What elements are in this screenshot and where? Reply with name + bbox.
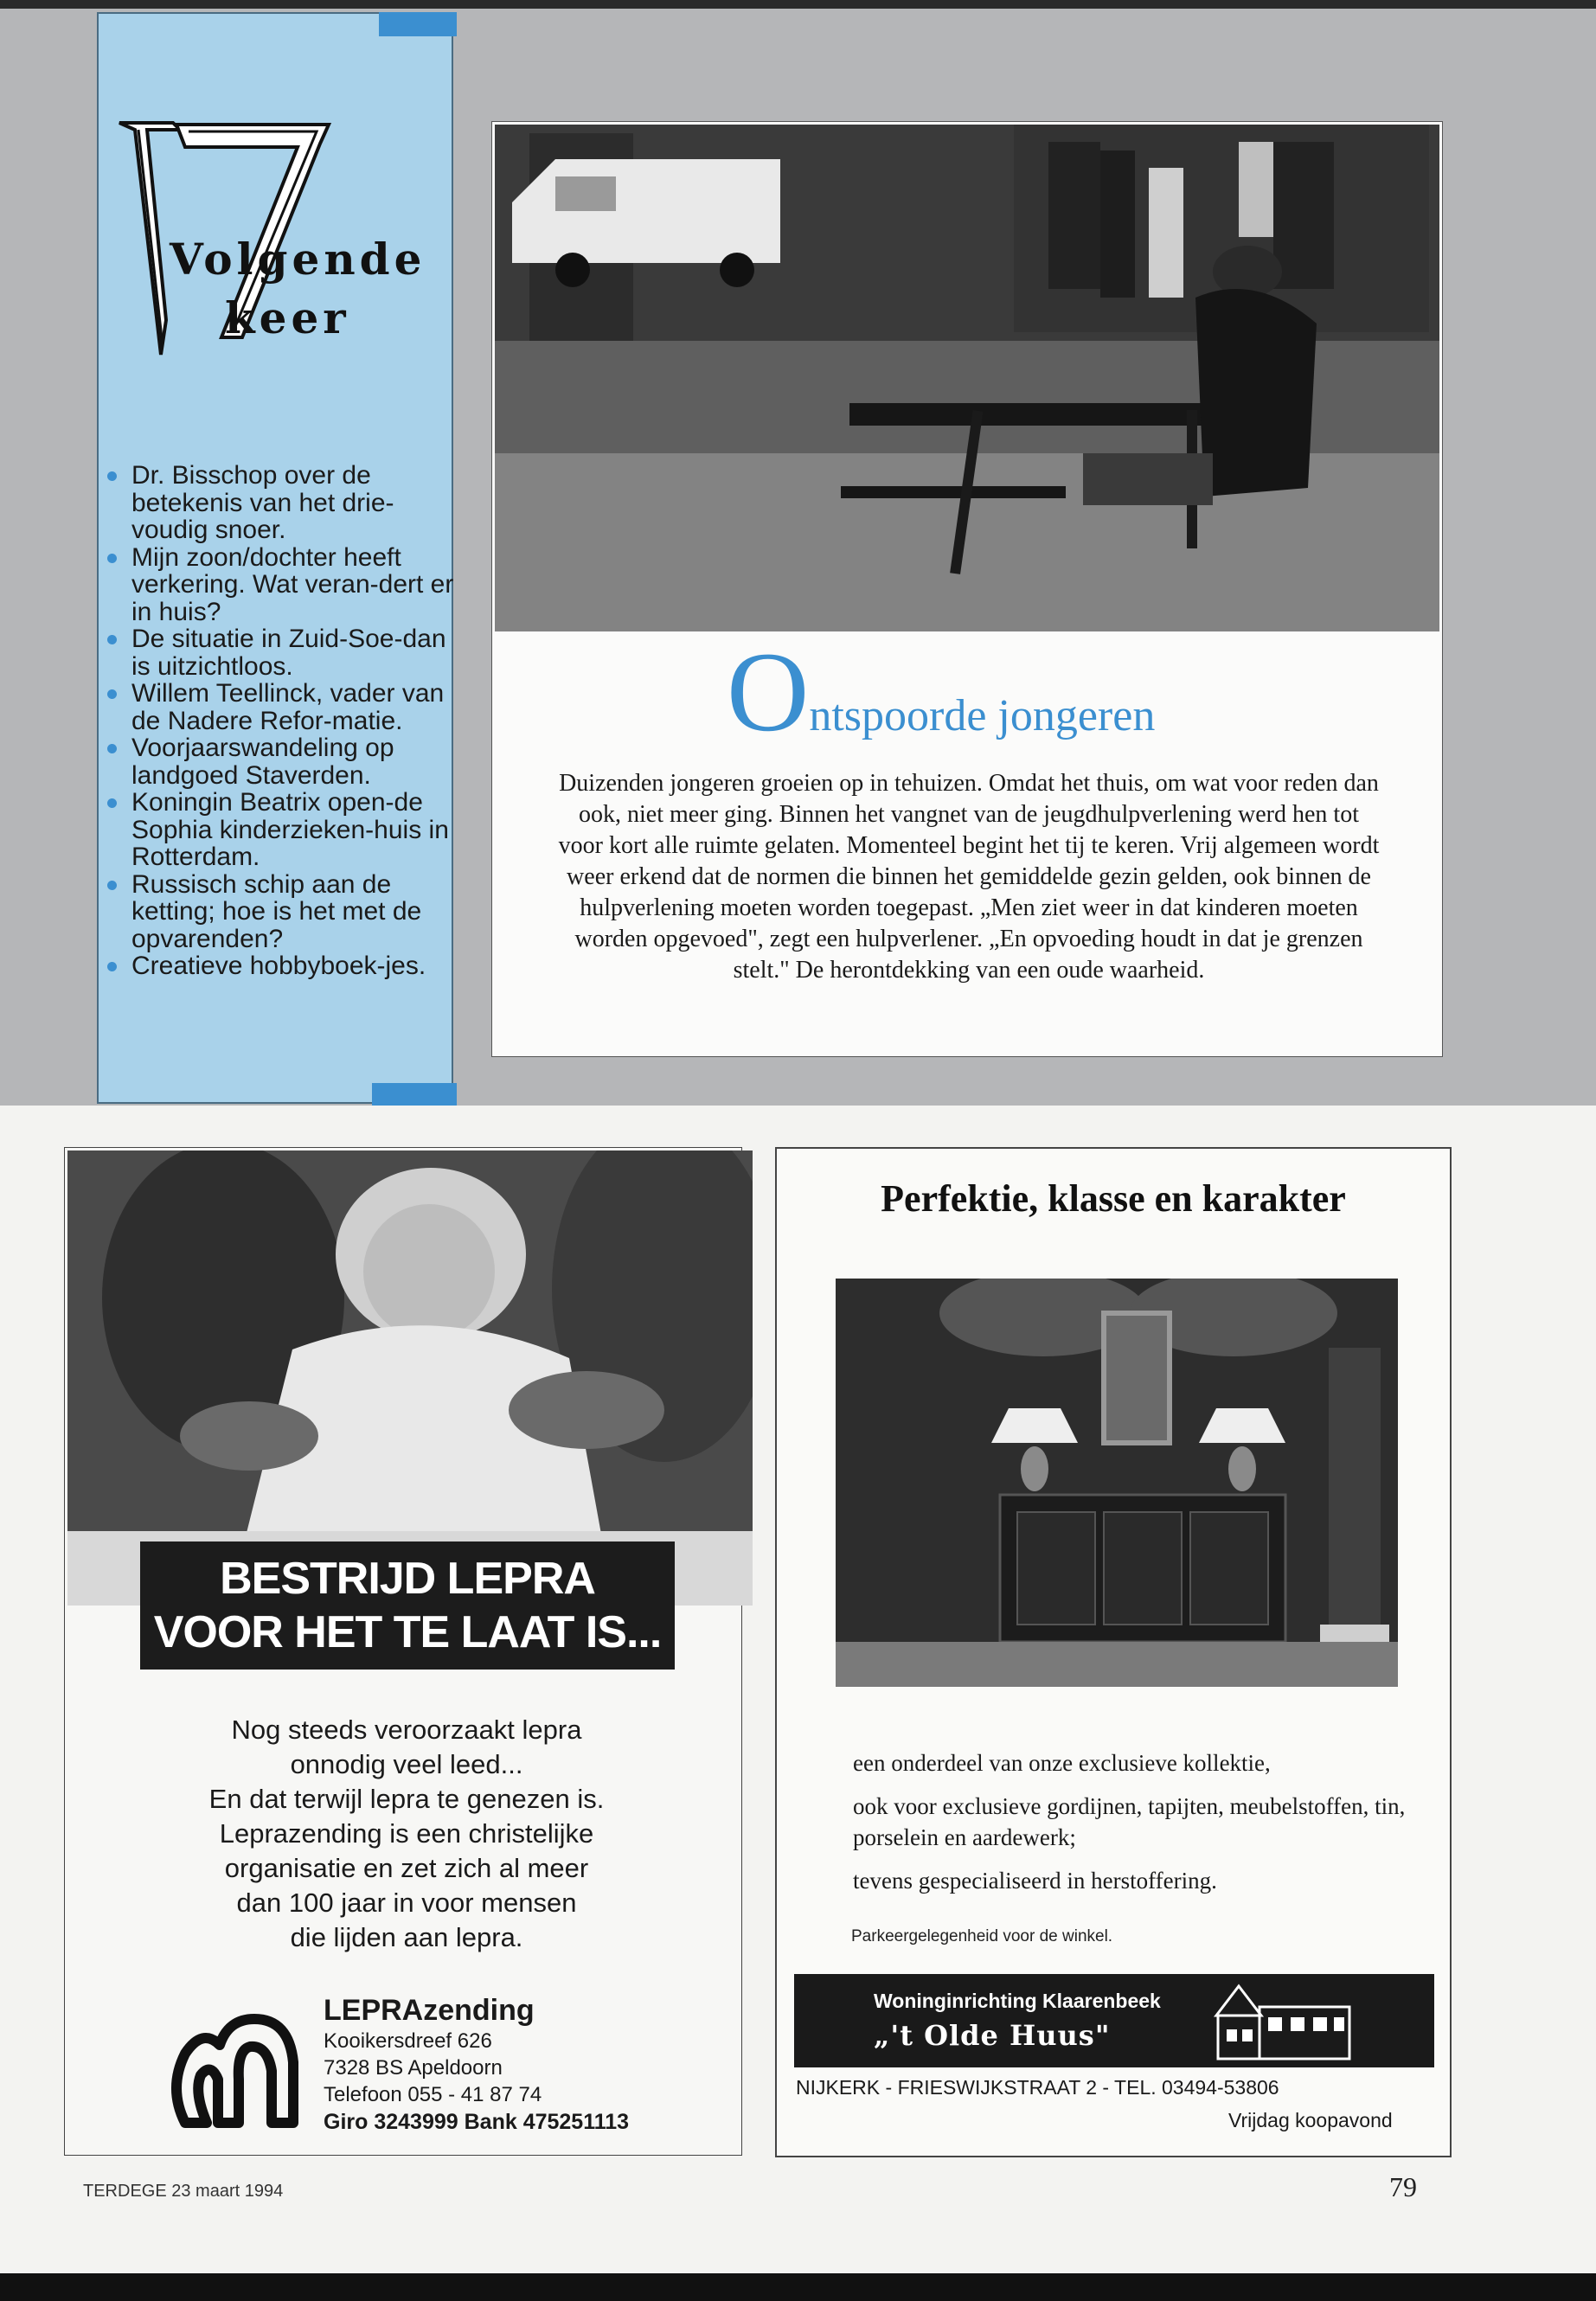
furniture-room-photo xyxy=(836,1279,1398,1687)
feature-headline xyxy=(727,628,1332,755)
lepra-body-line: Nog steeds veroorzaakt lepra xyxy=(231,1715,582,1745)
lepra-address-city: 7328 BS Apeldoorn xyxy=(324,2056,503,2080)
next-issue-logo xyxy=(112,112,433,372)
lepra-banner-line2: VOOR HET TE LAAT IS... xyxy=(153,1607,662,1657)
lepra-body-line: Leprazending is een christelijke xyxy=(219,1818,594,1849)
topic-item: Koningin Beatrix open-de Sophia kinderzieken-huis in Rotterdam. xyxy=(100,789,457,871)
page-number: 79 xyxy=(1389,2171,1417,2202)
shop-address: NIJKERK - FRIESWIJKSTRAAT 2 - TEL. 03494-53806 xyxy=(796,2076,1279,2099)
headline-initial: O xyxy=(727,628,810,755)
shop-name-line2: „'t Olde Huus" xyxy=(874,2019,1111,2052)
furniture-ad-text xyxy=(853,1747,1407,1908)
topic-item: Mijn zoon/dochter heeft verkering. Wat veran-dert er in huis? xyxy=(100,544,457,626)
lepra-body-line: die lijden aan lepra. xyxy=(290,1922,523,1952)
baby-photo xyxy=(67,1150,753,1606)
topic-item: Voorjaarswandeling op landgoed Staverden. xyxy=(100,734,457,789)
lepra-body-line: En dat terwijl lepra te genezen is. xyxy=(208,1784,605,1814)
furniture-parking-note: Parkeergelegenheid voor de winkel. xyxy=(851,1927,1113,1945)
street-bench-photo xyxy=(495,125,1439,631)
topic-item: De situatie in Zuid-Soe-dan is uitzichtloos. xyxy=(100,625,457,680)
furniture-text-line: ook voor exclusieve gordijnen, tapijten, meubelstoffen, tin, porselein en aardewerk; xyxy=(853,1793,1406,1850)
feature-intro: Duizenden jongeren groeien op in tehuizen. Omdat het thuis, om wat voor reden dan ook, niet meer ging. Binnen het vangnet van de jeugdhulpverlening werd hen tot voor kort alle ruimte gelaten. Momenteel begint het tij te keren. Vrij algemeen wordt weer erkend dat de normen die binnen het gemiddelde gezin gelden, ook binnen de hulpverlening moeten worden toegepast. „Men ziet weer in dat kinderen moeten worden opgevoed", zegt een hulpverlener. „En opvoeding houdt in dat je grenzen stelt." De herontdekking van een oude waarheid. xyxy=(558,770,1380,984)
shop-name-line1: Woninginrichting Klaarenbeek xyxy=(874,1990,1161,2012)
logo-word-keer: keer xyxy=(225,292,350,343)
shop-late-night: Vrijdag koopavond xyxy=(1228,2109,1393,2131)
leprazending-logo-icon xyxy=(159,1993,306,2140)
lepra-banner-line1: BESTRIJD LEPRA xyxy=(220,1554,595,1604)
lepra-body-line: dan 100 jaar in voor mensen xyxy=(236,1888,577,1918)
lepra-body-line: organisatie en zet zich al meer xyxy=(224,1853,589,1883)
headline-text: ntspoorde jongeren xyxy=(809,691,1156,740)
topic-item: Russisch schip aan de ketting; hoe is het met de opvarenden? xyxy=(100,871,457,953)
lepra-org-name: LEPRAzending xyxy=(324,1994,535,2027)
lepra-contact xyxy=(324,1993,629,2136)
furniture-text-line: een onderdeel van onze exclusieve kollektie, xyxy=(853,1750,1271,1776)
furniture-ad-title: Perfektie, klasse en karakter xyxy=(881,1177,1346,1220)
lepra-address-street: Kooikersdreef 626 xyxy=(324,2029,492,2053)
sidebar-accent-bottom xyxy=(372,1083,457,1106)
shop-name-banner xyxy=(794,1974,1434,2067)
topic-item: Creatieve hobbyboek-jes. xyxy=(100,952,457,980)
lepra-body-text xyxy=(147,1713,666,1955)
publication-footer: TERDEGE 23 maart 1994 xyxy=(83,2182,284,2201)
sidebar-accent-top xyxy=(379,12,457,36)
next-issue-topic-list xyxy=(100,462,457,980)
shop-building-icon xyxy=(1208,1981,1355,2062)
lepra-body-line: onnodig veel leed... xyxy=(290,1749,523,1779)
lepra-banner xyxy=(140,1541,675,1670)
topic-item: Dr. Bisschop over de betekenis van het drie-voudig snoer. xyxy=(100,462,457,544)
logo-word-volgende: Volgende xyxy=(170,234,426,285)
lepra-giro: Giro 3243999 Bank 475251113 xyxy=(324,2110,630,2134)
furniture-text-line: tevens gespecialiseerd in herstoffering. xyxy=(853,1868,1217,1894)
lepra-phone: Telefoon 055 - 41 87 74 xyxy=(324,2083,542,2106)
bottom-edge xyxy=(0,2273,1596,2301)
topic-item: Willem Teellinck, vader van de Nadere Refor-matie. xyxy=(100,680,457,734)
